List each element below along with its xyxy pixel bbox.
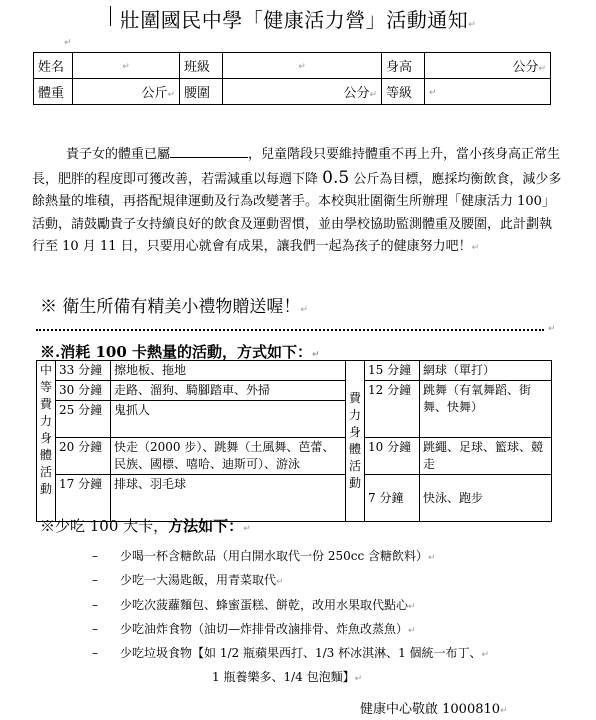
return-mark-icon: ↵: [471, 243, 480, 253]
gift-note: ※ 衛生所備有精美小禮物贈送喔！↵: [40, 297, 308, 317]
minutes-cell: 25 分鐘: [56, 401, 111, 438]
grade-label: 等級: [382, 79, 425, 105]
height-field[interactable]: 公分↵: [425, 53, 551, 79]
minutes-cell: 33 分鐘: [56, 361, 111, 381]
height-label: 身高: [382, 53, 425, 79]
class-label: 班級: [180, 53, 223, 79]
student-info-table: [33, 52, 551, 105]
intro-text-3: 公斤為目標，應採均衡飲食，減少多餘熱量的堆積，再搭配規律運動及行為改變著手。本校與壯圍衛生所辦理「健康活力 100」活動，請鼓勵貴子女持續良好的飲食及運動習慣，並由學校協助監測體重及腰圍，此計劃執行至 10 月 11 日，只要用心就會有成果，讓我們一起為孩子的健康努力吧！: [32, 171, 562, 254]
activity-cell: 走路、溜狗、騎腳踏車、外掃: [111, 381, 346, 401]
activity-table: [36, 360, 552, 522]
dotted-divider: [36, 329, 544, 331]
name-field[interactable]: ↵: [73, 53, 180, 79]
waist-label: 腰圍: [180, 79, 223, 105]
intro-weight-value: 0.5: [322, 167, 350, 188]
tip-item: – 少喝一杯含糖飲品（用白開水取代一份 250cc 含糖飲料）↵: [92, 549, 436, 563]
minutes-cell: 20 分鐘: [56, 438, 111, 475]
activity-row: [37, 361, 552, 381]
activity-cell: 跳舞（有氧舞蹈、街舞、快舞）: [420, 381, 552, 438]
footer-signature: 健康中心敬啟 1000810↵: [360, 702, 508, 717]
minutes-cell: 15 分鐘: [365, 361, 420, 381]
info-row-2: [34, 79, 551, 105]
minutes-cell: 30 分鐘: [56, 381, 111, 401]
name-label: 姓名: [34, 53, 73, 79]
section-2-title: ※少吃 100 大卡，方法如下：↵: [40, 517, 251, 535]
activity-row: [37, 381, 552, 401]
tip-item: – 少吃垃圾食物【如 1/2 瓶蘋果西打、1/3 杯冰淇淋、1 個統一布丁、↵: [92, 646, 490, 660]
info-row-1: [34, 53, 551, 79]
activity-row: [37, 438, 552, 475]
class-field[interactable]: ↵: [223, 53, 382, 79]
tip-item-continued: 1 瓶養樂多、1/4 包泡麵】↵: [212, 670, 363, 684]
vigorous-activity-category: 費力身體活動: [346, 361, 365, 522]
tip-item: – 少吃次菠蘿麵包、蜂蜜蛋糕、餅乾，改用水果取代點心↵: [92, 598, 416, 612]
activity-cell: 網球（單打）: [420, 361, 552, 381]
weight-status-blank[interactable]: [170, 143, 248, 158]
section-1-title: ※.消耗 100 卡熱量的活動，方式如下：↵: [40, 343, 320, 361]
minutes-cell: 10 分鐘: [365, 438, 420, 475]
weight-label: 體重: [34, 79, 73, 105]
minutes-cell: 7 分鐘: [365, 475, 420, 522]
activity-cell: 鬼抓人: [111, 401, 346, 438]
intro-text-2: ，兒童階段只要維持體重不再上升，當小孩身高正常生長，肥胖的程度即可獲改善，若需減重以每週下降: [32, 147, 561, 187]
activity-cell: 快泳、跑步: [420, 475, 552, 522]
moderate-activity-category: 中等費力身體活動: [37, 361, 56, 522]
tip-item: – 少吃油炸食物（油切—炸排骨改滷排骨、炸魚改蒸魚）↵: [92, 622, 416, 636]
intro-paragraph: [32, 143, 562, 260]
activity-cell: 跳繩、足球、籃球、競走: [420, 438, 552, 475]
return-mark-icon: ↵: [64, 38, 72, 48]
text-cursor: [110, 6, 111, 26]
minutes-cell: 17 分鐘: [56, 475, 111, 522]
minutes-cell: 12 分鐘: [365, 381, 420, 438]
intro-text-1: 貴子女的體重已屬: [66, 147, 171, 162]
grade-field[interactable]: ↵: [425, 79, 551, 105]
activity-cell: 排球、羽毛球: [111, 475, 346, 522]
title-text: 壯圍國民中學「健康活力營」活動通知: [119, 8, 469, 32]
return-mark-icon: ↵: [548, 324, 556, 334]
weight-field[interactable]: 公斤↵: [73, 79, 180, 105]
tip-item: – 少吃一大湯匙飯，用青菜取代↵: [92, 573, 284, 587]
page-title: [0, 4, 596, 33]
waist-field[interactable]: 公分↵: [223, 79, 382, 105]
return-mark-icon: ↵: [468, 20, 477, 30]
activity-cell: 擦地板、拖地: [111, 361, 346, 381]
activity-cell: 快走（2000 步）、跳舞（土風舞、芭蕾、民族、國標、嘻哈、迪斯可）、游泳: [111, 438, 346, 475]
